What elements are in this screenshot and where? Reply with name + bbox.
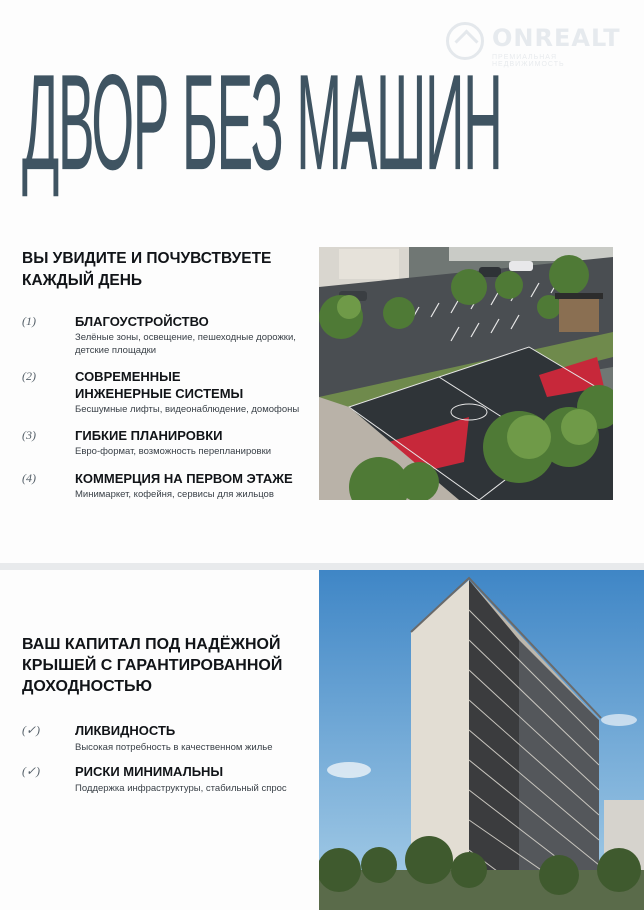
item-title: ГИБКИЕ ПЛАНИРОВКИ <box>75 428 223 443</box>
feature-item <box>22 470 312 500</box>
courtyard-photo <box>319 247 613 500</box>
section2-heading: ВАШ КАПИТАЛ ПОД НАДЁЖНОЙ КРЫШЕЙ С ГАРАНТИРОВАННОЙ ДОХОДНОСТЬЮ <box>22 636 283 695</box>
benefit-item <box>22 722 312 754</box>
feature-item <box>22 368 312 418</box>
check-icon: (✓) <box>22 764 41 778</box>
brand-name: ONREALT <box>492 24 621 52</box>
feature-item <box>22 427 312 457</box>
item-number: (3) <box>22 428 36 442</box>
item-description: Евро-формат, возможность перепланировки <box>75 446 272 457</box>
item-number: (1) <box>22 314 36 328</box>
building-photo <box>319 570 644 910</box>
benefit-item <box>22 763 312 795</box>
brand-subtitle: ПРЕМИАЛЬНАЯ НЕДВИЖИМОСТЬ <box>492 54 565 68</box>
page-title-wrap <box>22 45 502 199</box>
feature-item <box>22 313 312 358</box>
item-title: БЛАГОУСТРОЙСТВО <box>75 314 209 329</box>
item-description: Бесшумные лифты, видеонаблюдение, домофоны <box>75 404 300 415</box>
item-number: (2) <box>22 369 36 383</box>
page-title: ДВОР БЕЗ МАШИН <box>22 45 502 199</box>
item-title: ЛИКВИДНОСТЬ <box>75 723 176 738</box>
item-description: Минимаркет, кофейня, сервисы для жильцов <box>75 489 274 500</box>
item-number: (4) <box>22 471 36 485</box>
item-description: Поддержка инфраструктуры, стабильный спрос <box>75 783 287 794</box>
item-description: Высокая потребность в качественном жилье <box>75 742 273 753</box>
item-title: КОММЕРЦИЯ НА ПЕРВОМ ЭТАЖЕ <box>75 471 293 486</box>
item-title: СОВРЕМЕННЫЕ ИНЖЕНЕРНЫЕ СИСТЕМЫ <box>75 369 244 401</box>
check-icon: (✓) <box>22 723 41 737</box>
item-title: РИСКИ МИНИМАЛЬНЫ <box>75 764 224 779</box>
section1-heading: ВЫ УВИДИТЕ И ПОЧУВСТВУЕТЕ КАЖДЫЙ ДЕНЬ <box>22 250 272 289</box>
courtyard-illustration <box>319 247 613 500</box>
building-illustration <box>319 570 644 910</box>
item-description: Зелёные зоны, освещение, пешеходные дорожки, детские площадки <box>75 332 296 356</box>
